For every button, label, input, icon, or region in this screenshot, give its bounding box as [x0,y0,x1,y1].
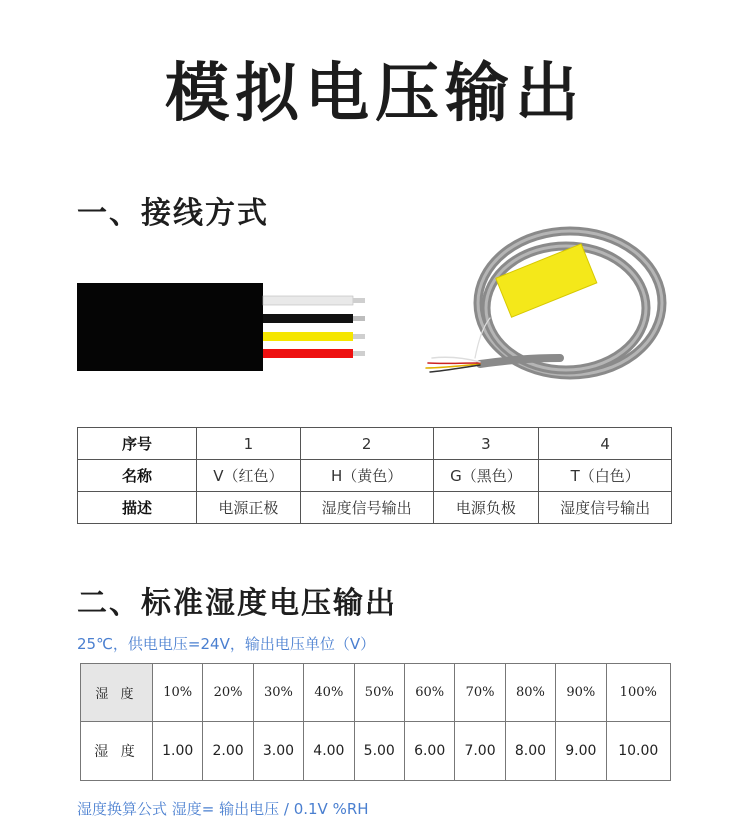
humidity-cell: 50% [354,664,404,722]
voltage-cell: 1.00 [153,722,203,781]
cable-end-image [77,283,377,373]
table-row [78,492,672,524]
wire-name-cell: T（白色） [539,460,672,492]
wire-desc-cell: 湿度信号输出 [539,492,672,524]
table-row [81,722,671,781]
wire-desc-cell: 电源正极 [197,492,301,524]
wire-black [263,314,365,323]
wiring-table [77,427,672,524]
voltage-cell: 5.00 [354,722,404,781]
wire-index-cell: 3 [433,428,539,460]
wire-yellow [263,332,365,341]
voltage-cell: 7.00 [455,722,505,781]
voltage-cell: 9.00 [556,722,606,781]
table-row [81,664,671,722]
formula-note: 湿度换算公式 湿度= 输出电压 / 0.1V %RH [77,800,369,818]
voltage-cell: 10.00 [606,722,670,781]
voltage-cell: 2.00 [203,722,253,781]
section-wiring-title: 一、接线方式 [77,196,269,231]
wire-white [263,296,365,305]
humidity-cell: 60% [404,664,454,722]
humidity-cell: 10% [153,664,203,722]
humidity-cell: 100% [606,664,670,722]
row-header-humidity: 湿 度 [81,664,153,722]
wire-name-cell: H（黄色） [300,460,433,492]
wire-desc-cell: 湿度信号输出 [300,492,433,524]
row-header-index: 序号 [78,428,197,460]
wire-index-cell: 2 [300,428,433,460]
table-row [78,460,672,492]
wire-name-cell: G（黑色） [433,460,539,492]
humidity-cell: 40% [304,664,354,722]
row-header-voltage: 湿 度 [81,722,153,781]
wire-index-cell: 1 [197,428,301,460]
condition-note: 25℃，供电电压=24V，输出电压单位（V） [77,635,376,653]
wire-name-cell: V（红色） [197,460,301,492]
table-row [78,428,672,460]
humidity-cell: 80% [505,664,555,722]
voltage-cell: 8.00 [505,722,555,781]
wire-red [263,349,365,358]
wire-index-cell: 4 [539,428,672,460]
section-voltage-title: 二、标准湿度电压输出 [77,586,397,621]
humidity-cell: 70% [455,664,505,722]
humidity-cell: 90% [556,664,606,722]
row-header-name: 名称 [78,460,197,492]
page-title: 模拟电压输出 [165,57,585,131]
wire-desc-cell: 电源负极 [433,492,539,524]
voltage-cell: 3.00 [253,722,303,781]
row-header-desc: 描述 [78,492,197,524]
coiled-cable-photo [420,208,680,398]
humidity-cell: 20% [203,664,253,722]
humidity-cell: 30% [253,664,303,722]
voltage-cell: 4.00 [304,722,354,781]
voltage-table [80,663,671,781]
voltage-cell: 6.00 [404,722,454,781]
